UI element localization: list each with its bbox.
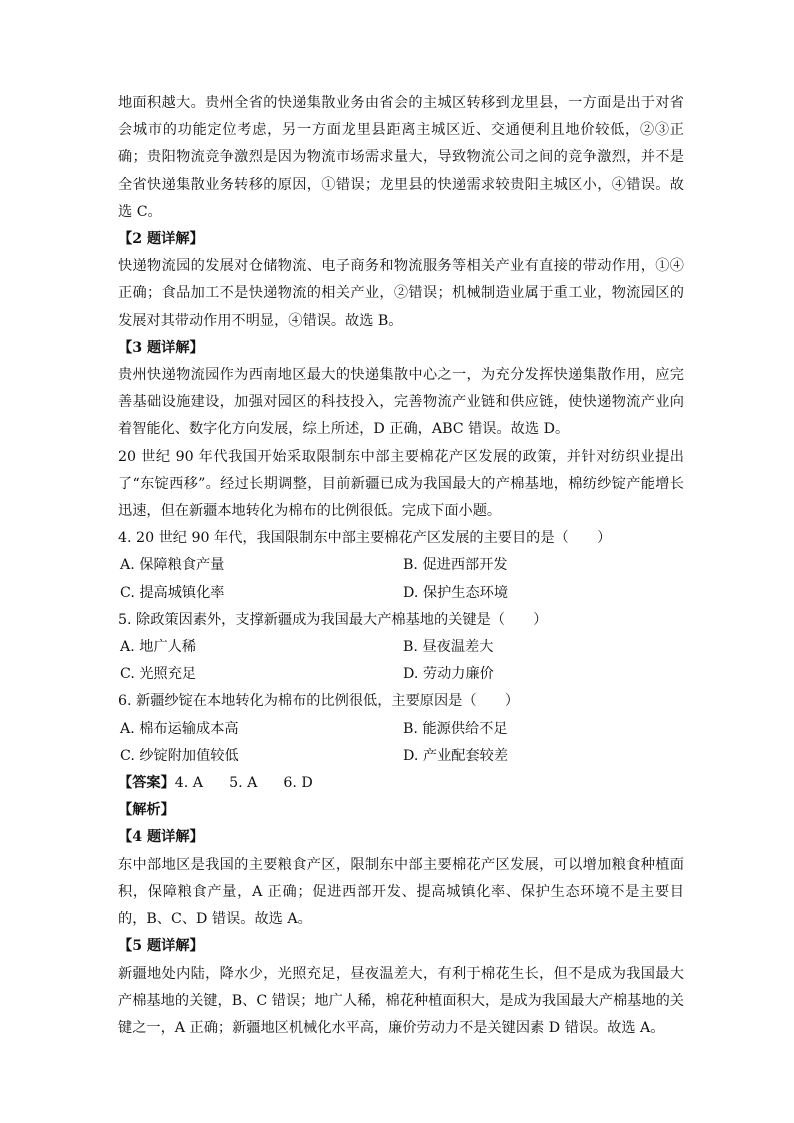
question-5: 5. 除政策因素外，支撑新疆成为我国最大产棉基地的关键是（ ）	[118, 611, 548, 628]
question-5-options-row-1	[118, 634, 684, 661]
answer-5: 5. A	[229, 775, 258, 792]
answer-line	[118, 770, 684, 797]
paragraph-material: 20 世纪 90 年代我国开始采取限制东中部主要棉花产区发展的政策，并针对纺织业提出了“东锭西移”。经过长期调整，目前新疆已成为我国最大的产棉基地，棉纺纱锭产能增长迅速，但在新疆本地转化为棉布的比例很低。完成下面小题。	[118, 448, 684, 520]
paragraph-q2-analysis: 快递物流园的发展对仓储物流、电子商务和物流服务等相关产业有直接的带动作用，①④正确；食品加工不是快递物流的相关产业，②错误；机械制造业属于重工业，物流园区的发展对其带动作用不明显，④错误。故选 B。	[118, 258, 684, 329]
option-5b: B. 昼夜温差大	[403, 639, 494, 656]
question-6-options-row-2	[118, 743, 684, 770]
question-5-options-row-2	[118, 661, 684, 688]
option-6b: B. 能源供给不足	[403, 720, 508, 737]
answer-label: 【答案】	[118, 775, 175, 792]
question-4-options-row-1	[118, 552, 684, 579]
heading-q3-detail: 【3 题详解】	[118, 339, 204, 356]
paragraph-q3-analysis: 贵州快递物流园作为西南地区最大的快递集散中心之一，为充分发挥快递集散作用，应完善基础设施建设，加强对园区的科技投入，完善物流产业链和供应链，使快递物流产业向着智能化、数字化方向发展，综上所述，D 正确，ABC 错误。故选 D。	[118, 367, 684, 438]
option-4c: C. 提高城镇化率	[120, 584, 225, 601]
paragraph-q1-analysis: 地面积越大。贵州全省的快递集散业务由省会的主城区转移到龙里县，一方面是出于对省会城市的功能定位考虑，另一方面龙里县距离主城区近、交通便利且地价较低，②③正确；贵阳物流竞争激烈是因为物流市场需求量大，导致物流公司之间的竞争激烈，并不是全省快递集散业务转移的原因，①错误；龙里县的快递需求较贵阳主城区小，④错误。故选 C。	[118, 95, 684, 220]
option-4d: D. 保护生态环境	[403, 584, 509, 601]
question-6: 6. 新疆纱锭在本地转化为棉布的比例很低，主要原因是（ ）	[118, 693, 520, 710]
heading-q2-detail: 【2 题详解】	[118, 231, 204, 248]
option-6a: A. 棉布运输成本高	[120, 720, 239, 737]
document-page	[118, 90, 684, 1042]
heading-q4-detail: 【4 题详解】	[118, 829, 204, 846]
option-6c: C. 纱锭附加值较低	[120, 747, 239, 764]
paragraph-q4-analysis: 东中部地区是我国的主要粮食产区，限制东中部主要棉花产区发展，可以增加粮食种植面积，保障粮食产量，A 正确；促进西部开发、提高城镇化率、保护生态环境不是主要目的，B、C、D 错误。故选 A。	[118, 856, 684, 928]
question-6-options-row-1	[118, 716, 684, 743]
heading-analysis: 【解析】	[118, 802, 175, 819]
answer-6: 6. D	[283, 775, 313, 792]
question-4-options-row-2	[118, 580, 684, 607]
answer-4: 4. A	[174, 775, 204, 792]
option-4b: B. 促进西部开发	[403, 557, 508, 574]
option-5a: A. 地广人稀	[120, 639, 197, 656]
option-4a: A. 保障粮食产量	[120, 557, 225, 574]
option-5c: C. 光照充足	[120, 666, 197, 683]
option-6d: D. 产业配套较差	[403, 747, 509, 764]
paragraph-q5-analysis: 新疆地处内陆，降水少，光照充足，昼夜温差大，有利于棉花生长，但不是成为我国最大产棉基地的关键，B、C 错误；地广人稀，棉花种植面积大，是成为我国最大产棉基地的关键之一，A 正确；新疆地区机械化水平高，廉价劳动力不是关键因素 D 错误。故选 A。	[118, 965, 684, 1036]
option-5d: D. 劳动力廉价	[403, 666, 494, 683]
question-4: 4. 20 世纪 90 年代，我国限制东中部主要棉花产区发展的主要目的是（ ）	[118, 530, 612, 547]
heading-q5-detail: 【5 题详解】	[118, 938, 204, 955]
